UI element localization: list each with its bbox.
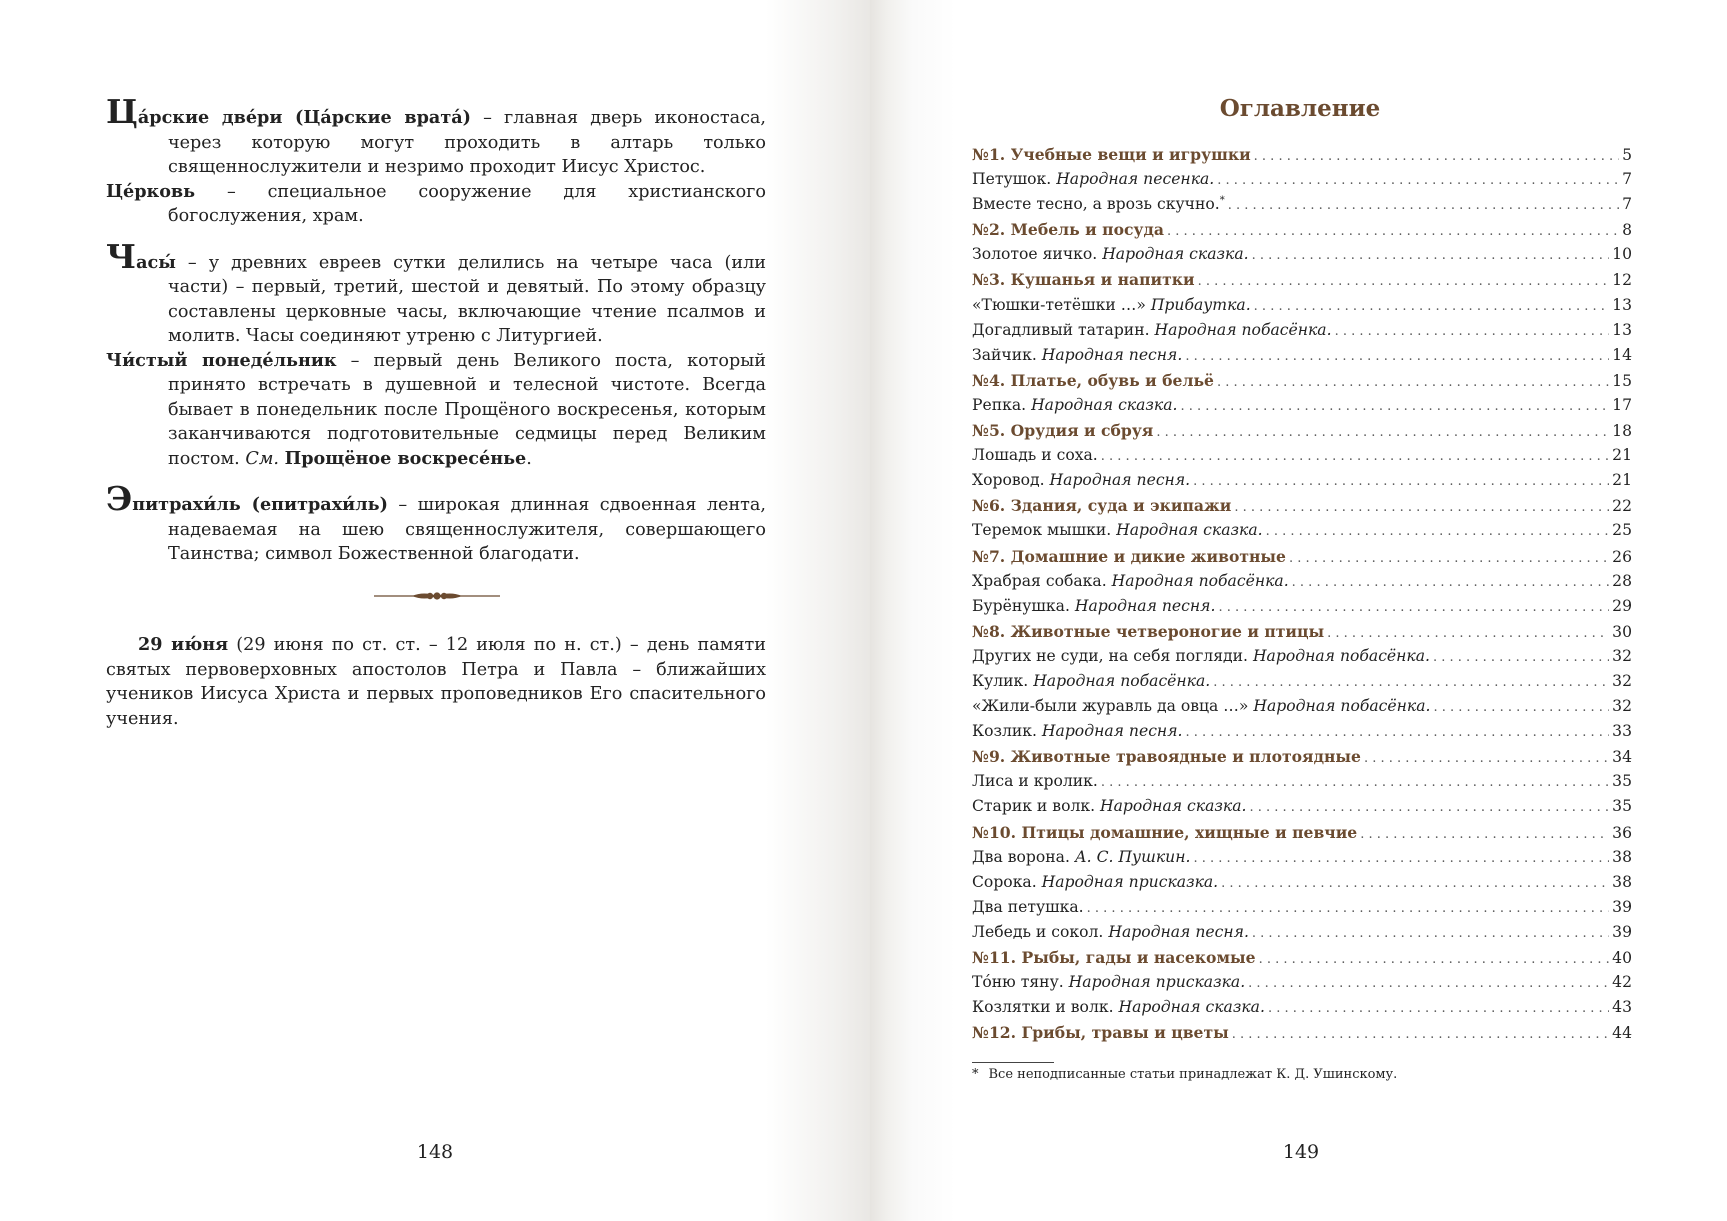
toc-genre: Народная присказка.	[1041, 872, 1219, 891]
toc-title-text: Сорока.	[972, 872, 1042, 891]
toc-section-row[interactable]	[972, 371, 1632, 396]
toc-title-text: Старик и волк.	[972, 797, 1101, 816]
leader-dots	[1433, 650, 1609, 665]
ornament-divider-icon	[374, 588, 500, 604]
toc-item-row[interactable]	[972, 296, 1632, 321]
toc-title-text: Лиса и кролик.	[972, 772, 1098, 791]
memorial-day-paragraph	[106, 633, 766, 731]
toc-label	[972, 647, 1430, 665]
toc-page-number: 25	[1612, 521, 1632, 540]
toc-title-text: №9. Животные травоядные и плотоядные	[972, 747, 1361, 767]
leader-dots	[1234, 500, 1609, 515]
toc-genre: Народная сказка.	[1100, 797, 1247, 816]
toc-label	[972, 672, 1210, 690]
toc-label	[972, 396, 1178, 414]
leader-dots	[1101, 775, 1609, 790]
toc-label	[972, 321, 1332, 339]
toc-title-text: Вместе тесно, а врозь скучно.	[972, 195, 1220, 214]
toc-label	[972, 471, 1190, 489]
glossary-entry-tsarskie-dveri	[106, 92, 766, 180]
toc-title-text: №2. Мебель и посуда	[972, 220, 1164, 240]
toc-page-number: 32	[1612, 646, 1632, 665]
toc-genre: Народная песня.	[1041, 722, 1183, 741]
toc-genre: Народная присказка.	[1068, 973, 1246, 992]
toc-title-text: №11. Рыбы, гады и насекомые	[972, 948, 1256, 967]
toc-genre: Народная песенка.	[1056, 170, 1215, 189]
toc-title-text: Теремок мышки.	[972, 521, 1117, 540]
glossary-definition: – широкая длинная сдвоенная лента, надеваемая на шею священнослужителя, совершающего Таинства; символ Божественной благодати.	[168, 495, 767, 564]
glossary-definition: – главная дверь иконостаса, через которую могут проходить в алтарь только священнослужители и незримо проходит Иисус Христос.	[168, 108, 766, 177]
toc-section-row[interactable]	[972, 1023, 1632, 1048]
leader-dots	[1252, 248, 1610, 263]
toc-section-row[interactable]	[972, 220, 1632, 245]
toc-page-number: 12	[1612, 271, 1632, 290]
toc-page-number: 35	[1612, 797, 1632, 816]
toc-label	[972, 572, 1289, 590]
toc-label	[972, 496, 1231, 515]
leader-dots	[1185, 725, 1609, 740]
toc-section-row[interactable]	[972, 496, 1632, 521]
toc-title-text: Зайчик.	[972, 345, 1042, 364]
toc-title-text: Догадливый татарин.	[972, 320, 1155, 339]
glossary-entry-chasy	[106, 236, 766, 349]
toc-page-number: 28	[1612, 571, 1632, 590]
toc-label	[972, 898, 1084, 916]
leader-dots	[1218, 600, 1609, 615]
toc-title-text: №8. Животные четвероногие и птицы	[972, 621, 1325, 641]
leader-dots	[1266, 524, 1610, 539]
glossary-definition: – у древних евреев сутки делились на четыре часа (или части) – первый, третий, шестой и девятый. По этому образцу составлены церковные часы, включающие чтение псалмов и молитв. Часы соединяют утреню с Литургией.	[168, 252, 766, 346]
toc-title-text: Храбрая собака.	[972, 571, 1112, 590]
leader-dots	[1433, 700, 1609, 715]
toc-title-text: Два петушка.	[972, 897, 1084, 916]
toc-label	[972, 195, 1225, 213]
toc-item-row[interactable]	[972, 572, 1632, 597]
toc-title-text: Петушок.	[972, 170, 1057, 189]
toc-item-row[interactable]	[972, 722, 1632, 747]
glossary-entry-tserkov	[106, 180, 766, 229]
leader-dots	[1221, 876, 1609, 891]
leader-dots	[1193, 851, 1609, 866]
leader-dots	[1292, 575, 1610, 590]
leader-dots	[1181, 399, 1610, 414]
toc-genre: Народная сказка.	[1031, 395, 1178, 414]
toc-title-text: Золотое яичко.	[972, 245, 1103, 264]
toc-label	[972, 597, 1215, 615]
toc-section-row[interactable]	[972, 270, 1632, 295]
toc-label	[972, 270, 1195, 289]
glossary-term: питрахи́ль (епитрахи́ль)	[132, 494, 388, 515]
leader-dots	[1254, 149, 1619, 164]
toc-section-row[interactable]	[972, 948, 1632, 973]
toc-page-number: 38	[1612, 847, 1632, 866]
toc-page-number: 32	[1612, 697, 1632, 716]
glossary-term: Чи́стый понеде́льник	[106, 349, 337, 371]
toc-label	[972, 697, 1430, 715]
leader-dots	[1259, 952, 1610, 967]
toc-page-number: 39	[1612, 897, 1632, 916]
toc-genre: Народная песня.	[1074, 596, 1216, 615]
toc-item-row[interactable]	[972, 346, 1632, 371]
toc-section-row[interactable]	[972, 747, 1632, 772]
toc-item-row[interactable]	[972, 923, 1632, 948]
toc-page-number: 35	[1612, 772, 1632, 791]
toc-section-row[interactable]	[972, 145, 1632, 170]
toc-page-number: 7	[1622, 195, 1632, 214]
leader-dots	[1217, 375, 1609, 390]
leader-dots	[1335, 324, 1610, 339]
toc-title-text: Козлик.	[972, 722, 1042, 741]
toc-page-number: 43	[1612, 998, 1632, 1017]
toc-label	[972, 797, 1246, 815]
glossary-entry-chisty-ponedelnik	[106, 349, 766, 472]
toc-item-row[interactable]	[972, 873, 1632, 898]
toc-label	[972, 747, 1361, 766]
leader-dots	[1364, 751, 1609, 766]
leader-dots	[1087, 901, 1610, 916]
toc-label	[972, 170, 1214, 188]
toc-item-row[interactable]	[972, 245, 1632, 270]
leader-dots	[1198, 274, 1610, 289]
toc-item-row[interactable]	[972, 195, 1632, 220]
toc-title-text: №12. Грибы, травы и цветы	[972, 1023, 1229, 1043]
toc-page-number: 13	[1612, 295, 1632, 314]
memorial-text: (29 июня по ст. ст. – 12 июля по н. ст.) – день памяти святых первоверховных апостолов Петра и Павла – ближайших учеников Иисуса Христа и первых проповедников Его спасительного учения.	[106, 635, 766, 729]
leader-dots	[1360, 827, 1609, 842]
toc-label	[972, 547, 1286, 566]
toc-genre: Народная побасёнка.	[1252, 646, 1430, 665]
toc-title-text: №7. Домашние и дикие животные	[972, 546, 1286, 566]
toc-page-number: 42	[1612, 973, 1632, 992]
toc-title: Оглавление	[1219, 95, 1381, 122]
glossary	[106, 92, 767, 567]
footnote-divider	[972, 1062, 1054, 1063]
toc-page-number: 34	[1612, 748, 1632, 767]
toc-title-text: Хоровод.	[972, 471, 1050, 490]
toc-title-text: №1. Учебные вещи и игрушки	[972, 145, 1251, 164]
toc-page-number: 7	[1622, 170, 1632, 189]
toc-title-text: №3. Кушанья и напитки	[972, 270, 1195, 290]
toc-label	[972, 220, 1164, 239]
leader-dots	[1249, 800, 1609, 815]
toc-label	[972, 772, 1098, 790]
toc-page-number: 26	[1612, 547, 1632, 566]
drop-cap: Ц	[106, 92, 138, 131]
toc-page-number: 18	[1612, 422, 1632, 441]
toc-title-text: №5. Орудия и сбруя	[972, 421, 1154, 441]
toc-title-text: «Жили-были журавль да овца …»	[972, 697, 1254, 716]
toc-item-row[interactable]	[972, 998, 1632, 1023]
toc-title-text: №4. Платье, обувь и бельё	[972, 370, 1214, 390]
toc-genre: Народная сказка.	[1102, 245, 1249, 264]
footnote-ref: *	[1219, 195, 1225, 207]
drop-cap: Ч	[106, 236, 137, 276]
toc-page-number: 33	[1612, 722, 1632, 741]
toc-label	[972, 296, 1251, 314]
toc-section-row[interactable]	[972, 547, 1632, 572]
toc-label	[972, 823, 1357, 842]
toc-genre: Народная побасёнка.	[1033, 671, 1211, 690]
toc-title-text: Лебедь и сокол.	[972, 922, 1109, 941]
leader-dots	[1268, 1001, 1609, 1016]
footnote-text: Все неподписанные статьи принадлежат К. Д. Ушинскому.	[988, 1067, 1398, 1082]
toc-genre: Народная песня.	[1049, 471, 1191, 490]
leader-dots	[1252, 926, 1609, 941]
toc-section-row[interactable]	[972, 622, 1632, 647]
toc-item-row[interactable]	[972, 797, 1632, 822]
leader-dots	[1213, 675, 1609, 690]
leader-dots	[1167, 224, 1619, 239]
toc-page-number: 40	[1612, 949, 1632, 967]
glossary-entry-epitrakhil	[106, 479, 767, 567]
sentence-end: .	[526, 448, 532, 469]
toc-title-text: №10. Птицы домашние, хищные и певчие	[972, 822, 1358, 842]
leader-dots	[1193, 474, 1609, 489]
toc-genre: Народная побасёнка.	[1154, 320, 1332, 339]
toc-label	[972, 998, 1265, 1016]
page-number-left: 148	[416, 1141, 454, 1163]
toc-label	[972, 1023, 1229, 1042]
toc-title-text: Репка.	[972, 395, 1032, 414]
toc-page-number: 10	[1612, 245, 1632, 264]
toc-title-text: Козлятки и волк.	[972, 998, 1119, 1017]
glossary-term: асы́	[136, 251, 176, 273]
toc-title-text: Кулик.	[972, 671, 1034, 690]
toc-item-row[interactable]	[972, 647, 1632, 672]
toc-label	[972, 622, 1324, 641]
toc-item-row[interactable]	[972, 321, 1632, 346]
toc-page-number: 36	[1612, 823, 1632, 842]
toc-item-row[interactable]	[972, 848, 1632, 873]
toc-item-row[interactable]	[972, 697, 1632, 722]
toc-genre: Народная побасёнка.	[1111, 571, 1289, 590]
toc-item-row[interactable]	[972, 898, 1632, 923]
toc-page-number: 39	[1612, 922, 1632, 941]
toc-item-row[interactable]	[972, 973, 1632, 998]
toc-title-text: №6. Здания, суда и экипажи	[972, 496, 1232, 516]
toc-page-number: 21	[1612, 471, 1632, 490]
leader-dots	[1327, 626, 1609, 641]
toc-title-text: Два ворона.	[972, 847, 1075, 866]
toc-label	[972, 446, 1098, 464]
toc-label	[972, 923, 1249, 941]
page-number-right: 149	[1282, 1141, 1320, 1163]
leader-dots	[1185, 349, 1609, 364]
toc-label	[972, 346, 1182, 364]
toc-genre: А. С. Пушкин.	[1074, 847, 1191, 866]
toc-page-number: 21	[1612, 446, 1632, 465]
toc-label	[972, 873, 1218, 891]
toc-label	[972, 245, 1249, 263]
leader-dots	[1156, 425, 1609, 440]
toc-label	[972, 722, 1182, 740]
toc-section-row[interactable]	[972, 421, 1632, 446]
toc-item-row[interactable]	[972, 446, 1632, 471]
toc-label	[972, 421, 1153, 440]
toc-item-row[interactable]	[972, 396, 1632, 421]
toc-page-number: 15	[1612, 371, 1632, 390]
toc-genre: Народная сказка.	[1116, 521, 1263, 540]
drop-cap: Э	[106, 479, 133, 518]
leader-dots	[1228, 198, 1619, 213]
toc-page-number: 13	[1612, 320, 1632, 339]
toc-page-number: 17	[1612, 395, 1632, 414]
leader-dots	[1254, 299, 1609, 314]
toc-label	[972, 371, 1214, 390]
toc-item-row[interactable]	[972, 597, 1632, 622]
table-of-contents	[972, 145, 1632, 1048]
toc-title-text: «Тюшки-тетёшки …»	[972, 295, 1151, 314]
toc-label	[972, 973, 1245, 991]
toc-title-text: Бурёнушка.	[972, 596, 1075, 615]
toc-genre: Прибаутка.	[1150, 295, 1251, 314]
see-also-label: См.	[245, 448, 280, 469]
glossary-definition: – первый день Великого поста, который принято встречать в душевной и телесной чистоте. Всегда бывает в понедельник после Прощёного воскресенья, которым заканчиваются подготовительные седмицы перед Великим постом.	[168, 350, 766, 469]
toc-item-row[interactable]	[972, 471, 1632, 496]
toc-title-text: Других не суди, на себя погляди.	[972, 646, 1253, 665]
toc-page-number: 38	[1612, 872, 1632, 891]
toc-genre: Народная песня.	[1108, 922, 1249, 941]
toc-item-row[interactable]	[972, 672, 1632, 697]
toc-page-number: 22	[1612, 497, 1632, 516]
toc-genre: Народная побасёнка.	[1253, 697, 1431, 716]
toc-genre: Народная сказка.	[1118, 998, 1265, 1017]
toc-item-row[interactable]	[972, 521, 1632, 546]
see-also-term: Прощёное воскресе́нье	[284, 447, 527, 469]
leader-dots	[1248, 976, 1609, 991]
toc-section-row[interactable]	[972, 823, 1632, 848]
toc-page-number: 5	[1622, 146, 1632, 164]
glossary-term: а́рские две́ри (Ца́рские врата́)	[137, 107, 471, 128]
toc-label	[972, 948, 1256, 967]
toc-genre: Народная песня.	[1041, 345, 1183, 364]
toc-label	[972, 848, 1190, 866]
toc-page-number: 30	[1612, 622, 1632, 641]
toc-item-row[interactable]	[972, 772, 1632, 797]
leader-dots	[1217, 173, 1619, 188]
glossary-definition: – специальное сооружение для христианского богослужения, храм.	[168, 181, 766, 226]
toc-page-number: 32	[1612, 671, 1632, 690]
toc-page-number: 8	[1622, 221, 1632, 240]
footnote-mark: *	[972, 1067, 979, 1082]
toc-page-number: 14	[1612, 345, 1632, 364]
footnote	[972, 1067, 1397, 1082]
toc-label	[972, 521, 1263, 539]
toc-title-text: То́ню тяну.	[972, 973, 1069, 992]
toc-title-text: Лошадь и соха.	[972, 446, 1098, 465]
toc-page-number: 44	[1612, 1024, 1632, 1043]
glossary-term: Це́рковь	[106, 180, 196, 202]
leader-dots	[1289, 551, 1609, 566]
leader-dots	[1232, 1027, 1609, 1042]
toc-label	[972, 145, 1251, 164]
leader-dots	[1101, 449, 1609, 464]
toc-item-row[interactable]	[972, 170, 1632, 195]
toc-page-number: 29	[1612, 596, 1632, 615]
memorial-date: 29 ию́ня	[138, 634, 229, 655]
